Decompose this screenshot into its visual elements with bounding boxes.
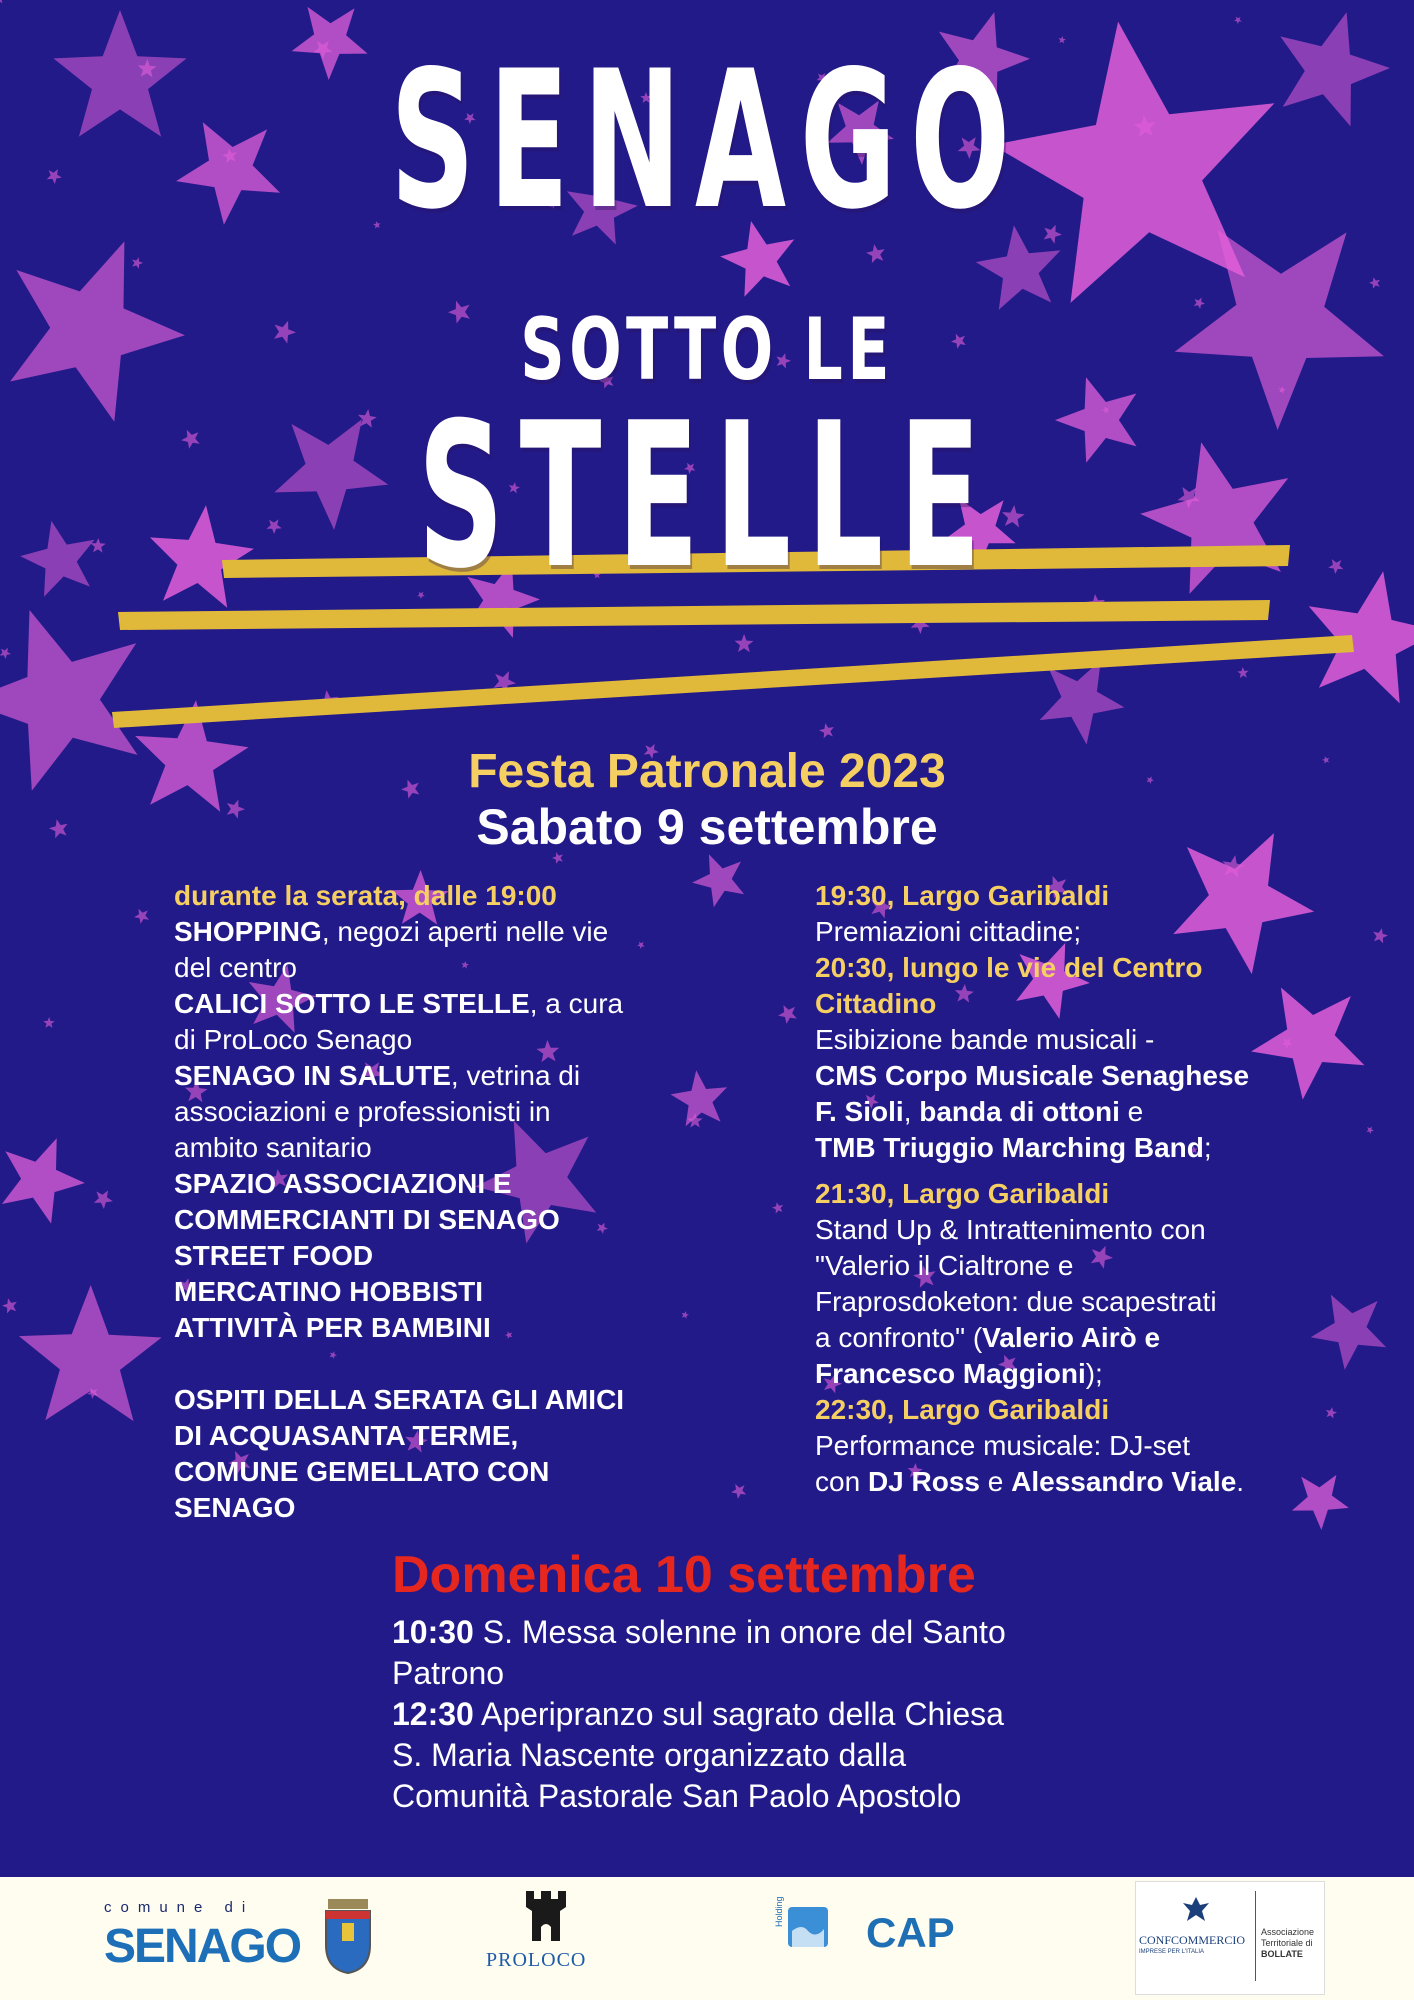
sunday-desc-2c: Comunità Pastorale San Paolo Apostolo [392, 1778, 962, 1814]
logo-proloco-text: PROLOCO [486, 1949, 587, 1971]
shopping-desc: , negozi aperti nelle vie [321, 916, 609, 947]
coat-of-arms-icon [322, 1899, 374, 1975]
performer-2: Francesco Maggioni [815, 1358, 1086, 1389]
spazio-line-1: SPAZIO ASSOCIAZIONI E [174, 1168, 512, 1199]
small-star-decoration [2, 1298, 17, 1313]
festa-patronale-heading: Festa Patronale 2023 [468, 745, 946, 798]
shopping-desc-2: del centro [174, 952, 297, 983]
close-paren: ); [1085, 1358, 1103, 1389]
small-star-decoration [772, 1202, 783, 1213]
title-senago: SENAGO [390, 30, 1024, 251]
logo-proloco [484, 1891, 614, 1991]
semicolon: ; [1203, 1132, 1212, 1163]
event-2130-desc-4 [815, 1320, 1295, 1356]
salute-desc-2: associazioni e professionisti in [174, 1096, 551, 1127]
event-1930-desc: Premiazioni cittadine; [815, 916, 1082, 947]
confronto-text: a confronto" ( [815, 1322, 983, 1353]
salute-desc: , vetrina di [450, 1060, 581, 1091]
logo-confcommercio-sub: IMPRESE PER L'ITALIA [1139, 1949, 1205, 1955]
tower-icon [524, 1891, 568, 1943]
dj-ross: DJ Ross [867, 1466, 980, 1497]
title-stelle: STELLE [417, 380, 997, 613]
calici-desc-2: di ProLoco Senago [174, 1024, 413, 1055]
event-2130-desc-1: Stand Up & Intrattenimento con [815, 1214, 1206, 1245]
logo-confcommercio [1135, 1881, 1325, 1996]
sunday-time-2: 12:30 [392, 1696, 474, 1732]
attivita-item: ATTIVITÀ PER BAMBINI [174, 1312, 491, 1343]
band-line-3 [815, 1130, 1295, 1166]
ospiti-line-3: COMUNE GEMELLATO CON [174, 1456, 550, 1487]
sunday-desc-2b: S. Maria Nascente organizzato dalla [392, 1737, 907, 1773]
sunday-program [392, 1612, 1092, 1817]
star-decoration [692, 854, 744, 907]
logo-confcommercio-text: CONFCOMMERCIO [1139, 1933, 1246, 1947]
small-star-decoration [682, 1311, 689, 1319]
salute-item [174, 1058, 644, 1094]
band-line-2 [815, 1094, 1295, 1130]
saturday-heading: Sabato 9 settembre [476, 799, 938, 855]
event-2230-time: 22:30, Largo Garibaldi [815, 1394, 1110, 1425]
sunday-desc-1b: Patrono [392, 1655, 505, 1691]
spazio-line-2: COMMERCIANTI DI SENAGO [174, 1204, 560, 1235]
comma: , [903, 1096, 920, 1127]
ospiti-line-2: DI ACQUASANTA TERME, [174, 1420, 519, 1451]
small-star-decoration [1366, 1127, 1374, 1135]
event-2230-desc-1: Performance musicale: DJ-set [815, 1430, 1191, 1461]
sponsor-logos-bar [0, 1877, 1414, 2000]
star-decoration [19, 1285, 162, 1421]
small-star-decoration [94, 1190, 113, 1209]
water-drop-icon [788, 1907, 828, 1947]
spacer [174, 1346, 644, 1382]
logo-cap-holding-text: Holding [774, 1896, 784, 1927]
event-2130-time: 21:30, Largo Garibaldi [815, 1178, 1110, 1209]
band-ottoni: banda di ottoni [919, 1096, 1120, 1127]
small-star-decoration [731, 1484, 746, 1499]
gold-stripe-3 [112, 635, 1354, 728]
event-2130-desc-2: "Valerio il Cialtrone e [815, 1250, 1074, 1281]
band-sioli: F. Sioli [815, 1096, 904, 1127]
mercatino-item: MERCATINO HOBBISTI [174, 1276, 484, 1307]
event-1930-time: 19:30, Largo Garibaldi [815, 880, 1110, 911]
sunday-event-1 [392, 1612, 1092, 1653]
dj-viale: Alessandro Viale [1011, 1466, 1237, 1497]
saturday-right-column [815, 878, 1295, 1500]
calici-desc: , a cura [529, 988, 624, 1019]
band-cms: CMS Corpo Musicale Senaghese [815, 1060, 1250, 1091]
star-decoration [671, 1070, 728, 1126]
event-2030-time-2: Cittadino [815, 988, 937, 1019]
shopping-item [174, 914, 644, 950]
sunday-desc-1: S. Messa solenne in onore del Santo [473, 1614, 1006, 1650]
star-decoration [1292, 1475, 1349, 1530]
street-food-item: STREET FOOD [174, 1240, 374, 1271]
star-decoration [1311, 1295, 1386, 1370]
sunday-desc-2: Aperipranzo sul sagrato della Chiesa [473, 1696, 1004, 1732]
star-decoration [2, 1138, 85, 1223]
conj-e-2: e [979, 1466, 1012, 1497]
logo-assoc-2: Territoriale di [1261, 1938, 1313, 1948]
event-2130-desc-5 [815, 1356, 1295, 1392]
event-2130-desc-3: Fraprosdoketon: due scapestrati [815, 1286, 1217, 1317]
period: . [1236, 1466, 1245, 1497]
small-star-decoration [1373, 928, 1388, 943]
small-star-decoration [1326, 1407, 1337, 1418]
salute-label: SENAGO IN SALUTE [174, 1060, 451, 1091]
event-2030-time: 20:30, lungo le vie del Centro [815, 952, 1203, 983]
band-tmb: TMB Triuggio Marching Band [815, 1132, 1204, 1163]
small-star-decoration [43, 1017, 54, 1028]
calici-label: CALICI SOTTO LE STELLE [174, 988, 530, 1019]
ospiti-line-4: SENAGO [174, 1492, 296, 1523]
sunday-event-2 [392, 1694, 1092, 1735]
shopping-label: SHOPPING [174, 916, 322, 947]
logo-senago-big: SENAGO [104, 1920, 301, 1973]
calici-item [174, 986, 644, 1022]
logo-cap-text: CAP [866, 1909, 955, 1956]
spacer [815, 1166, 1295, 1176]
logo-assoc-3: BOLLATE [1261, 1949, 1303, 1959]
small-star-decoration [134, 909, 149, 924]
eagle-icon [1181, 1895, 1211, 1925]
conj-e: e [1119, 1096, 1144, 1127]
small-star-decoration [778, 1005, 797, 1024]
event-2030-desc: Esibizione bande musicali - [815, 1024, 1155, 1055]
intro-line: durante la serata, dalle 19:00 [174, 880, 557, 911]
sunday-heading: Domenica 10 settembre [392, 1546, 976, 1604]
salute-desc-3: ambito sanitario [174, 1132, 372, 1163]
logo-senago-small: comune di [104, 1899, 255, 1916]
saturday-left-column [174, 878, 644, 1526]
sunday-time-1: 10:30 [392, 1614, 474, 1650]
con-text: con [815, 1466, 868, 1497]
logo-cap-holding [774, 1896, 980, 1977]
ospiti-line-1: OSPITI DELLA SERATA GLI AMICI [174, 1384, 625, 1415]
logo-assoc-block [1261, 1927, 1314, 1960]
event-2230-desc-2 [815, 1464, 1295, 1500]
title-sotto-le: SOTTO LE [520, 300, 894, 400]
performer-1: Valerio Airò e [982, 1322, 1161, 1353]
logo-comune-senago [104, 1897, 384, 1977]
logo-assoc-1: Associazione [1261, 1927, 1315, 1937]
logo-divider [1255, 1891, 1256, 1981]
